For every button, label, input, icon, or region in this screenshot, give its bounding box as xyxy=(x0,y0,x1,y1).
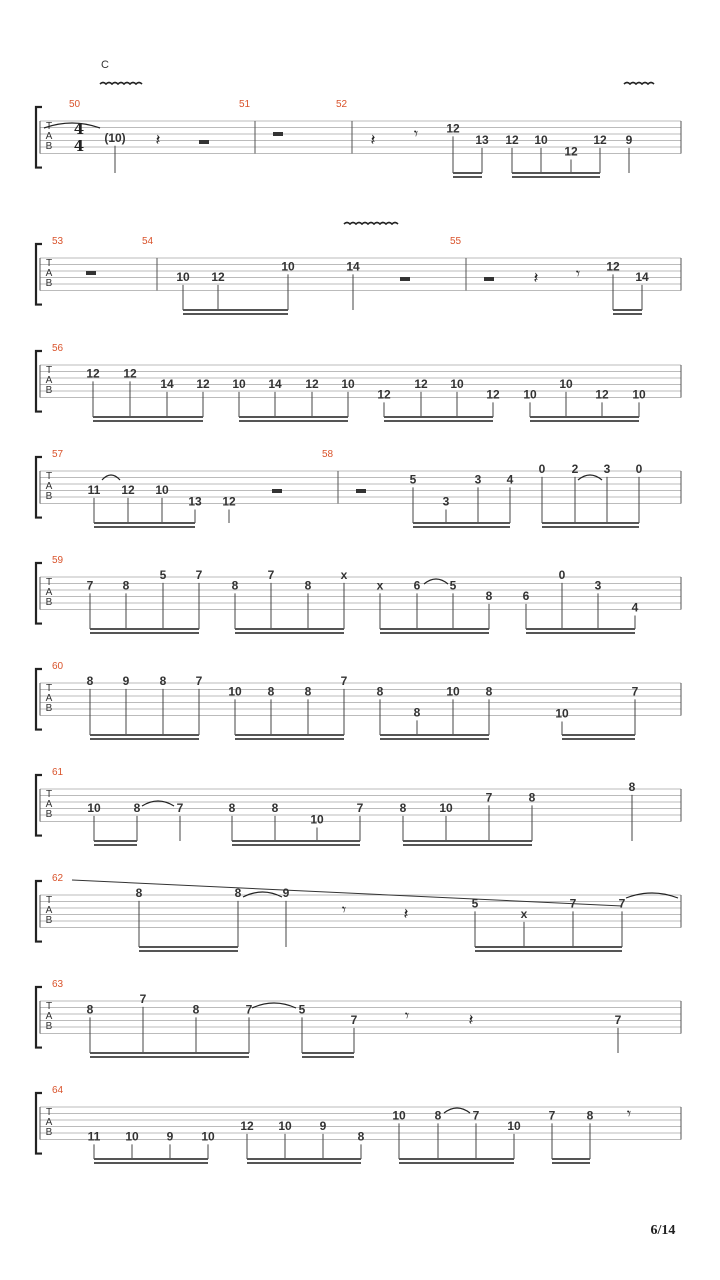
tab-clef-letter: B xyxy=(45,141,53,152)
measure-number: 55 xyxy=(450,236,462,247)
measure-number: 50 xyxy=(69,99,81,110)
fret-number: 10 xyxy=(281,259,295,274)
fret-number: 5 xyxy=(449,578,457,593)
system-bracket xyxy=(36,107,42,168)
fret-number: 7 xyxy=(245,1002,253,1017)
quarter-rest: 𝄽 xyxy=(155,130,161,149)
fret-number: 5 xyxy=(409,472,417,487)
tab-clef-letter: T xyxy=(45,789,53,800)
fret-number: 7 xyxy=(614,1012,622,1027)
fret-number: x xyxy=(376,578,384,593)
fret-number: x xyxy=(340,567,348,582)
staff-system xyxy=(36,351,681,412)
tab-clef-letter: A xyxy=(45,1011,53,1022)
tab-clef-letter: A xyxy=(45,1117,53,1128)
fret-number: 10 xyxy=(341,376,355,391)
fret-number: 10 xyxy=(507,1118,521,1133)
system-bracket xyxy=(36,881,42,942)
vibrato-mark xyxy=(100,83,142,85)
fret-number: 10 xyxy=(559,376,573,391)
system-bracket xyxy=(36,563,42,624)
fret-number: 10 xyxy=(228,684,242,699)
tab-clef-letter: T xyxy=(45,471,53,482)
measure-number: 64 xyxy=(52,1085,64,1096)
fret-number: 7 xyxy=(618,896,626,911)
tab-clef-letter: T xyxy=(45,1107,53,1118)
fret-number: 8 xyxy=(159,673,167,688)
measure-number: 60 xyxy=(52,661,64,672)
fret-number: 5 xyxy=(471,896,479,911)
fret-number: 12 xyxy=(123,366,137,381)
fret-number: 8 xyxy=(628,779,636,794)
fret-number: 8 xyxy=(485,684,493,699)
tab-clef-letter: T xyxy=(45,895,53,906)
fret-number: 12 xyxy=(196,376,210,391)
fret-number: 11 xyxy=(87,482,101,497)
measure-number: 52 xyxy=(336,99,348,110)
system-bracket xyxy=(36,351,42,412)
tab-clef-letter: B xyxy=(45,703,53,714)
measure-number: 51 xyxy=(239,99,251,110)
fret-number: 9 xyxy=(319,1118,327,1133)
fret-number: 10 xyxy=(555,706,569,721)
staff-system xyxy=(36,1093,681,1154)
fret-number: 8 xyxy=(192,1002,200,1017)
fret-number: 8 xyxy=(231,578,239,593)
fret-number: 7 xyxy=(485,790,493,805)
fret-number: 10 xyxy=(439,800,453,815)
fret-number: 8 xyxy=(228,800,236,815)
system-bracket xyxy=(36,987,42,1048)
section-marker: C xyxy=(101,59,109,71)
staff-system xyxy=(36,987,681,1048)
fret-number: 12 xyxy=(240,1118,254,1133)
fret-number: 6 xyxy=(522,588,530,603)
fret-number: 3 xyxy=(603,461,611,476)
whole-rest xyxy=(400,277,410,281)
tab-clef-letter: T xyxy=(45,1001,53,1012)
system-bracket xyxy=(36,244,42,305)
fret-number: 10 xyxy=(232,376,246,391)
fret-number: 8 xyxy=(376,684,384,699)
quarter-rest: 𝄽 xyxy=(370,130,376,149)
system-bracket xyxy=(36,669,42,730)
measure-number: 54 xyxy=(142,236,154,247)
measure-number: 57 xyxy=(52,449,64,460)
eighth-rest: 𝄾 xyxy=(626,1104,632,1123)
whole-rest xyxy=(273,132,283,136)
measure-number: 56 xyxy=(52,343,64,354)
fret-number: 12 xyxy=(377,387,391,402)
fret-number: 8 xyxy=(271,800,279,815)
system-bracket xyxy=(36,1093,42,1154)
fret-number: 10 xyxy=(201,1129,215,1144)
fret-number: 10 xyxy=(155,482,169,497)
system-bracket xyxy=(36,457,42,518)
fret-number: 14 xyxy=(160,376,174,391)
staff-system xyxy=(36,563,681,624)
whole-rest xyxy=(356,489,366,493)
fret-number: 10 xyxy=(632,387,646,402)
fret-number: 8 xyxy=(135,885,143,900)
fret-number: 8 xyxy=(485,588,493,603)
fret-number: 0 xyxy=(538,461,546,476)
fret-number: 13 xyxy=(188,494,202,509)
fret-number: 9 xyxy=(282,885,290,900)
staff-system xyxy=(36,244,681,305)
fret-number: 8 xyxy=(413,705,421,720)
fret-number: 8 xyxy=(86,673,94,688)
fret-number: 10 xyxy=(523,387,537,402)
measure-number: 63 xyxy=(52,979,64,990)
fret-number: 7 xyxy=(472,1108,480,1123)
tab-clef-letter: B xyxy=(45,1127,53,1138)
fret-number: 12 xyxy=(222,494,236,509)
eighth-rest: 𝄾 xyxy=(575,264,581,283)
measure-number: 61 xyxy=(52,767,64,778)
tab-clef-letter: A xyxy=(45,131,53,142)
fret-number: 9 xyxy=(166,1129,174,1144)
fret-number: 7 xyxy=(350,1012,358,1027)
fret-number: 8 xyxy=(528,790,536,805)
fret-number: 4 xyxy=(506,472,514,487)
fret-number: 8 xyxy=(304,684,312,699)
whole-rest xyxy=(272,489,282,493)
page-number: 6/14 xyxy=(650,1223,676,1238)
fret-number: 14 xyxy=(268,376,282,391)
fret-number: 8 xyxy=(304,578,312,593)
fret-number: 12 xyxy=(86,366,100,381)
tab-clef-letter: T xyxy=(45,683,53,694)
fret-number: 10 xyxy=(125,1129,139,1144)
fret-number: 8 xyxy=(434,1108,442,1123)
fret-number: 8 xyxy=(357,1129,365,1144)
time-signature-top: 4 xyxy=(73,120,85,138)
tab-clef-letter: T xyxy=(45,365,53,376)
whole-rest xyxy=(199,140,209,144)
tab-clef-letter: B xyxy=(45,385,53,396)
fret-number: 10 xyxy=(450,376,464,391)
fret-number: 8 xyxy=(399,800,407,815)
vibrato-mark xyxy=(624,83,654,85)
fret-number: 8 xyxy=(234,885,242,900)
staff-system xyxy=(36,881,681,942)
staff-system xyxy=(36,669,681,730)
fret-number: 4 xyxy=(631,600,639,615)
fret-number: 3 xyxy=(594,578,602,593)
fret-number: 8 xyxy=(133,800,141,815)
fret-number: 12 xyxy=(505,132,519,147)
fret-number: 10 xyxy=(310,812,324,827)
time-signature-bottom: 4 xyxy=(73,137,85,155)
fret-number: 0 xyxy=(635,461,643,476)
tie xyxy=(444,1108,470,1113)
tab-clef-letter: T xyxy=(45,258,53,269)
fret-number: 7 xyxy=(139,991,147,1006)
fret-number: 13 xyxy=(475,132,489,147)
system-bracket xyxy=(36,775,42,836)
fret-number: 10 xyxy=(176,269,190,284)
staff-system xyxy=(36,107,681,168)
tab-clef-letter: B xyxy=(45,915,53,926)
fret-number: 12 xyxy=(211,269,225,284)
fret-number: 3 xyxy=(442,494,450,509)
tab-clef-letter: A xyxy=(45,268,53,279)
fret-number: x xyxy=(520,906,528,921)
tab-clef-letter: A xyxy=(45,375,53,386)
fret-number: 8 xyxy=(586,1108,594,1123)
fret-number: 9 xyxy=(625,132,633,147)
quarter-rest: 𝄽 xyxy=(468,1010,474,1029)
fret-number: 7 xyxy=(340,673,348,688)
fret-number: 11 xyxy=(87,1129,101,1144)
fret-number: 7 xyxy=(267,567,275,582)
tab-clef-letter: A xyxy=(45,693,53,704)
whole-rest xyxy=(86,271,96,275)
fret-number: 7 xyxy=(176,800,184,815)
fret-number: 10 xyxy=(87,800,101,815)
fret-number: 12 xyxy=(414,376,428,391)
fret-number: 10 xyxy=(446,684,460,699)
tab-clef-letter: B xyxy=(45,1021,53,1032)
fret-number: 5 xyxy=(298,1002,306,1017)
quarter-rest: 𝄽 xyxy=(403,904,409,923)
fret-number: 12 xyxy=(564,144,578,159)
fret-number: 6 xyxy=(413,578,421,593)
fret-number: 12 xyxy=(595,387,609,402)
fret-number: 9 xyxy=(122,673,130,688)
tab-clef-letter: A xyxy=(45,799,53,810)
fret-number: 12 xyxy=(606,259,620,274)
slide-line xyxy=(72,880,622,906)
measure-number: 53 xyxy=(52,236,64,247)
quarter-rest: 𝄽 xyxy=(533,268,539,287)
fret-number: 7 xyxy=(631,684,639,699)
fret-number: 7 xyxy=(548,1108,556,1123)
fret-number: 8 xyxy=(122,578,130,593)
fret-number: 12 xyxy=(486,387,500,402)
fret-number: 12 xyxy=(121,482,135,497)
vibrato-mark xyxy=(344,223,398,225)
fret-number: 5 xyxy=(159,567,167,582)
fret-number: 7 xyxy=(195,567,203,582)
fret-number: 8 xyxy=(267,684,275,699)
fret-number: 7 xyxy=(86,578,94,593)
tab-clef-letter: B xyxy=(45,491,53,502)
tab-clef-letter: A xyxy=(45,587,53,598)
whole-rest xyxy=(484,277,494,281)
measure-number: 62 xyxy=(52,873,64,884)
tab-clef-letter: T xyxy=(45,121,53,132)
fret-number: 12 xyxy=(446,121,460,136)
fret-number: 10 xyxy=(278,1118,292,1133)
fret-number: 8 xyxy=(86,1002,94,1017)
fret-number: 12 xyxy=(593,132,607,147)
fret-number: 10 xyxy=(392,1108,406,1123)
eighth-rest: 𝄾 xyxy=(413,124,419,143)
eighth-rest: 𝄾 xyxy=(404,1006,410,1025)
tab-clef-letter: B xyxy=(45,597,53,608)
fret-number: 2 xyxy=(571,461,579,476)
tab-clef-letter: T xyxy=(45,577,53,588)
fret-number: 14 xyxy=(346,259,360,274)
fret-number: 10 xyxy=(534,132,548,147)
fret-number: (10) xyxy=(104,130,126,145)
tab-clef-letter: A xyxy=(45,905,53,916)
eighth-rest: 𝄾 xyxy=(341,900,347,919)
tab-clef-letter: B xyxy=(45,809,53,820)
tab-clef-letter: A xyxy=(45,481,53,492)
tab-clef-letter: B xyxy=(45,278,53,289)
fret-number: 7 xyxy=(195,673,203,688)
measure-number: 59 xyxy=(52,555,64,566)
fret-number: 12 xyxy=(305,376,319,391)
fret-number: 3 xyxy=(474,472,482,487)
fret-number: 14 xyxy=(635,269,649,284)
fret-number: 7 xyxy=(356,800,364,815)
fret-number: 0 xyxy=(558,567,566,582)
measure-number: 58 xyxy=(322,449,334,460)
